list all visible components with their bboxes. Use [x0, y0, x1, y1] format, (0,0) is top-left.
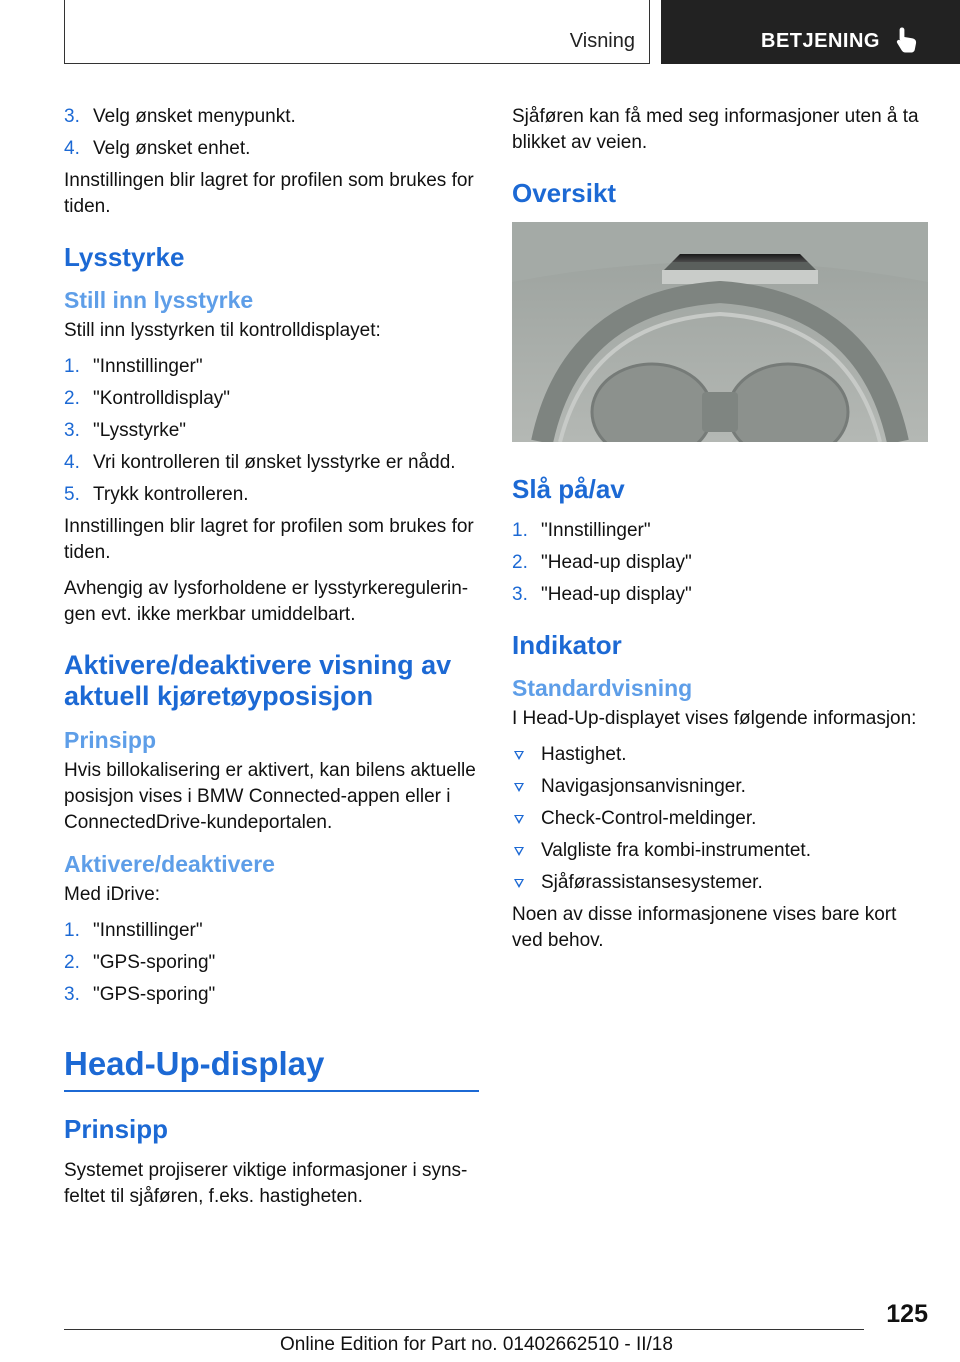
header-chapter-title: BETJENING — [761, 30, 880, 52]
step-number: 1. — [512, 520, 528, 541]
head-up-display-chapter-heading: Head-Up-display — [64, 1044, 479, 1092]
right-column — [512, 104, 927, 964]
step-text: "Innstillinger" — [541, 520, 651, 541]
standardvisning-heading: Standardvisning — [512, 675, 693, 701]
top-note: Innstillingen blir lagret for profilen som brukes for tiden. — [64, 170, 474, 217]
step-number: 1. — [64, 920, 80, 941]
triangle-bullet-icon — [514, 879, 524, 888]
step-text: "GPS-sporing" — [93, 984, 216, 1005]
bullet-text: Hastighet. — [541, 744, 627, 765]
list-item — [64, 386, 479, 412]
header-section-box — [64, 0, 650, 64]
triangle-bullet-icon — [514, 751, 524, 760]
step-text: "Kontrolldisplay" — [93, 388, 231, 409]
gps-steps-list — [64, 918, 479, 1008]
hud-prinsipp-heading: Prinsipp — [64, 1114, 169, 1144]
list-item — [512, 550, 927, 576]
aktivere-intro: Med iDrive: — [64, 884, 161, 905]
sla-pa-av-heading: Slå på/av — [512, 474, 625, 504]
step-number: 3. — [64, 420, 80, 441]
list-item — [64, 136, 479, 162]
indikator-heading: Indikator — [512, 630, 622, 660]
bullet-text: Check-Control-meldinger. — [541, 808, 757, 829]
oversikt-heading: Oversikt — [512, 178, 617, 208]
step-text: "Head-up display" — [541, 552, 692, 573]
list-item — [64, 354, 479, 380]
step-text: "Head-up display" — [541, 584, 692, 605]
still-inn-lysstyrke-heading: Still inn lysstyrke — [64, 287, 254, 313]
list-item — [512, 806, 927, 832]
list-item — [64, 918, 479, 944]
footer-edition: Online Edition for Part no. 01402662510 - II/18 — [280, 1334, 673, 1355]
closing-note: Noen av disse informasjonene vises bare kort ved behov. — [512, 904, 897, 951]
step-number: 3. — [64, 106, 80, 127]
triangle-bullet-icon — [514, 847, 524, 856]
header-section-title: Visning — [569, 30, 635, 52]
header-chapter-box — [661, 0, 960, 64]
posisjon-prinsipp-text: Hvis billokalisering er aktivert, kan bilens aktuelle posisjon vises i BMW Connected-appen eller i ConnectedDrive-kundeportalen. — [64, 760, 476, 833]
step-number: 3. — [512, 584, 528, 605]
list-item — [64, 482, 479, 508]
step-number: 5. — [64, 484, 80, 505]
bullet-text: Valgliste fra kombi-instrumentet. — [541, 840, 811, 861]
step-text: Velg ønsket menypunkt. — [93, 106, 296, 127]
pointing-hand-icon — [895, 26, 921, 54]
list-item — [512, 582, 927, 608]
step-text: "GPS-sporing" — [93, 952, 216, 973]
list-item — [64, 418, 479, 444]
left-column — [64, 104, 479, 1220]
step-number: 3. — [64, 984, 80, 1005]
lysstyrke-steps-list — [64, 354, 479, 508]
list-item — [512, 742, 927, 768]
step-number: 1. — [64, 356, 80, 377]
step-text: "Innstillinger" — [93, 356, 203, 377]
step-number: 2. — [64, 952, 80, 973]
step-number: 4. — [64, 138, 80, 159]
triangle-bullet-icon — [514, 815, 524, 824]
lysstyrke-intro: Still inn lysstyrken til kontrolldisplayet: — [64, 320, 381, 341]
lysstyrke-note-light: Avhengig av lysforholdene er lysstyrkeregulerin-gen evt. ikke merkbar umiddelbart. — [64, 578, 469, 625]
list-item — [512, 774, 927, 800]
standardvisning-intro: I Head-Up-displayet vises følgende informasjon: — [512, 708, 917, 729]
page-number: 125 — [886, 1300, 928, 1328]
list-item — [64, 450, 479, 476]
step-number: 4. — [64, 452, 80, 473]
step-number: 2. — [64, 388, 80, 409]
step-number: 2. — [512, 552, 528, 573]
lysstyrke-heading: Lysstyrke — [64, 242, 185, 272]
footer-divider — [64, 1329, 864, 1330]
list-item — [64, 950, 479, 976]
step-text: Velg ønsket enhet. — [93, 138, 251, 159]
bullet-text: Navigasjonsanvisninger. — [541, 776, 746, 797]
step-text: Vri kontrolleren til ønsket lysstyrke er nådd. — [93, 452, 456, 473]
list-item — [512, 838, 927, 864]
aktivere-deaktivere-heading: Aktivere/deaktivere — [64, 851, 275, 877]
posisjon-heading: Aktivere/deaktivere visning av aktuell kjøretøyposisjon — [64, 650, 452, 711]
top-steps-list — [64, 104, 479, 162]
step-text: Trykk kontrolleren. — [93, 484, 249, 505]
list-item — [64, 982, 479, 1008]
step-text: "Innstillinger" — [93, 920, 203, 941]
list-item — [64, 104, 479, 130]
bullet-text: Sjåførassistansesystemer. — [541, 872, 763, 893]
hud-prinsipp-text: Systemet projiserer viktige informasjoner i syns-feltet til sjåføren, f.eks. hastigheten. — [64, 1160, 468, 1207]
info-bullets-list — [512, 742, 927, 896]
posisjon-prinsipp-heading: Prinsipp — [64, 727, 157, 753]
right-intro: Sjåføren kan få med seg informasjoner uten å ta blikket av veien. — [512, 106, 919, 153]
list-item — [512, 870, 927, 896]
step-text: "Lysstyrke" — [93, 420, 187, 441]
lysstyrke-note-profile: Innstillingen blir lagret for profilen som brukes for tiden. — [64, 516, 474, 563]
list-item — [512, 518, 927, 544]
hud-steps-list — [512, 518, 927, 608]
head-up-display-dashboard-image — [512, 222, 928, 442]
triangle-bullet-icon — [514, 783, 524, 792]
